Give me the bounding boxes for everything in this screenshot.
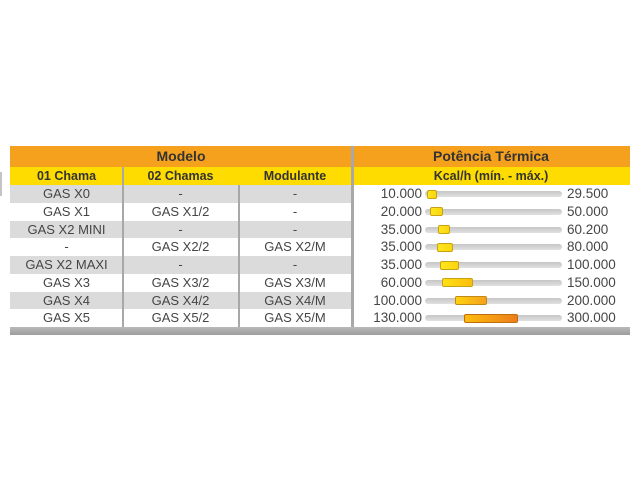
power-range-cell — [352, 238, 630, 256]
cell-02-chamas: GAS X5/2 — [151, 310, 210, 326]
table-body — [10, 185, 630, 327]
range-track-area — [425, 221, 562, 239]
range-indicator — [464, 314, 518, 323]
range-track — [425, 298, 562, 304]
max-value: 200.000 — [567, 292, 616, 308]
power-range-cell — [352, 221, 630, 239]
cell-01-chama: GAS X1 — [43, 203, 90, 219]
cell-02-chamas: - — [178, 221, 183, 237]
max-value: 60.200 — [567, 221, 609, 237]
range-indicator — [437, 243, 453, 252]
spec-table — [10, 146, 630, 335]
model-cells — [10, 185, 352, 203]
min-value: 60.000 — [380, 274, 422, 290]
cell-02-chamas: GAS X4/2 — [151, 292, 210, 308]
range-indicator — [442, 278, 473, 287]
col-header-modulante: Modulante — [263, 169, 327, 183]
max-value: 150.000 — [567, 274, 616, 290]
col-header-kcal: Kcal/h (mín. - máx.) — [433, 169, 549, 183]
cell-02-chamas: GAS X2/2 — [151, 239, 210, 255]
range-track-area — [425, 185, 562, 203]
min-value: 100.000 — [373, 292, 422, 308]
column-divider-1 — [122, 167, 124, 327]
min-value: 20.000 — [380, 203, 422, 219]
power-range-cell — [352, 309, 630, 327]
table-bottom-bar — [10, 327, 630, 335]
col-header-01-chama: 01 Chama — [36, 169, 97, 183]
table-row — [10, 274, 630, 292]
cell-01-chama: GAS X3 — [43, 274, 90, 290]
section-divider — [351, 146, 354, 327]
range-indicator — [427, 190, 437, 199]
range-track-area — [425, 274, 562, 292]
table-subheader-row — [10, 167, 630, 185]
range-track — [425, 191, 562, 197]
table-row — [10, 221, 630, 239]
max-value: 100.000 — [567, 257, 616, 272]
cell-modulante: - — [292, 186, 298, 201]
cell-modulante: GAS X2/M — [264, 239, 326, 255]
range-indicator — [430, 207, 443, 216]
power-range-cell — [352, 185, 630, 203]
cell-01-chama: GAS X0 — [43, 186, 90, 201]
table-row — [10, 256, 630, 274]
range-indicator — [455, 296, 487, 305]
model-cells — [10, 221, 352, 239]
cell-01-chama: GAS X2 MAXI — [25, 257, 108, 272]
range-track-area — [425, 256, 562, 274]
cell-01-chama: GAS X5 — [43, 310, 90, 326]
range-track-area — [425, 292, 562, 310]
cell-01-chama: GAS X2 MINI — [27, 221, 106, 237]
cell-modulante: GAS X4/M — [264, 292, 326, 308]
cell-modulante: GAS X3/M — [264, 274, 326, 290]
range-track — [425, 209, 562, 215]
min-value: 35.000 — [380, 221, 422, 237]
cell-02-chamas: GAS X3/2 — [151, 274, 210, 290]
range-track-area — [425, 238, 562, 256]
cell-02-chamas: - — [178, 186, 183, 201]
table-row — [10, 238, 630, 256]
model-cells — [10, 238, 352, 256]
cell-modulante: - — [292, 221, 298, 237]
cell-modulante: - — [292, 203, 298, 219]
range-track-area — [425, 203, 562, 221]
cell-02-chamas: GAS X1/2 — [151, 203, 210, 219]
potencia-termica-header: Potência Térmica — [433, 148, 549, 164]
power-range-cell — [352, 256, 630, 274]
cell-01-chama: - — [64, 239, 69, 255]
cell-01-chama: GAS X4 — [43, 292, 90, 308]
col-header-02-chamas: 02 Chamas — [147, 169, 214, 183]
max-value: 300.000 — [567, 310, 616, 326]
table-row — [10, 203, 630, 221]
table-header-row — [10, 146, 630, 167]
power-range-cell — [352, 203, 630, 221]
range-indicator — [440, 261, 458, 270]
cell-modulante: GAS X5/M — [264, 310, 326, 326]
model-cells — [10, 203, 352, 221]
power-range-cell — [352, 292, 630, 310]
edge-artifact — [0, 172, 2, 196]
range-track-area — [425, 309, 562, 327]
model-cells — [10, 256, 352, 274]
power-range-cell — [352, 274, 630, 292]
min-value: 35.000 — [380, 257, 422, 272]
table-row — [10, 309, 630, 327]
min-value: 130.000 — [373, 310, 422, 326]
min-value: 10.000 — [380, 186, 422, 201]
cell-modulante: - — [292, 257, 298, 272]
min-value: 35.000 — [380, 239, 422, 255]
model-cells — [10, 274, 352, 292]
range-indicator — [438, 225, 450, 234]
modelo-header: Modelo — [156, 148, 206, 164]
model-cells — [10, 292, 352, 310]
cell-02-chamas: - — [178, 257, 183, 272]
table-row — [10, 185, 630, 203]
table-row — [10, 292, 630, 310]
max-value: 50.000 — [567, 203, 609, 219]
column-divider-2 — [238, 185, 240, 327]
model-cells — [10, 309, 352, 327]
max-value: 29.500 — [567, 186, 609, 201]
max-value: 80.000 — [567, 239, 609, 255]
